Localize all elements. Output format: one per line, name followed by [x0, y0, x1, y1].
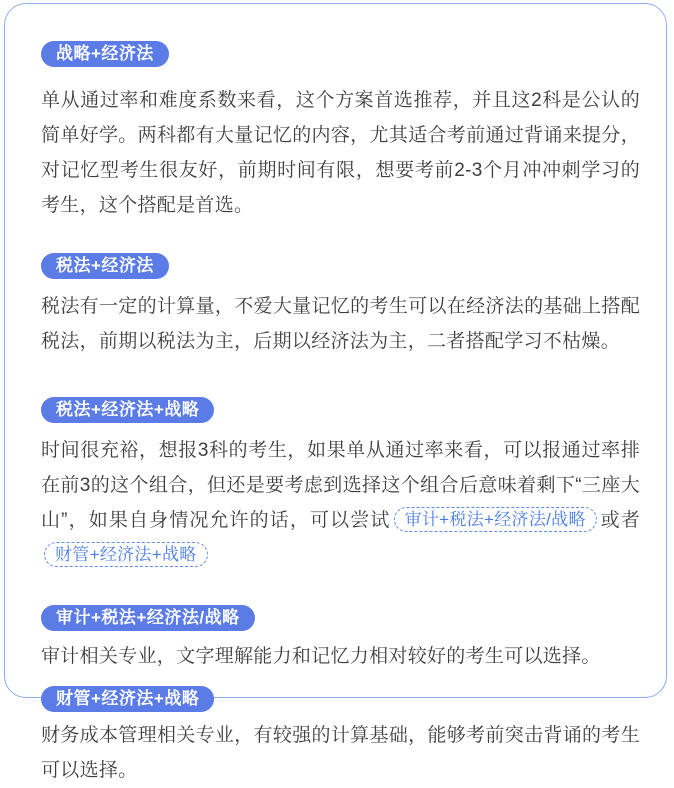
combo-description-taxlaw-econlaw-strategy: [41, 433, 640, 573]
combo-description-finmgmt-econlaw-strategy: 财务成本管理相关专业，有较强的计算基础，能够考前突击背诵的考生可以选择。: [41, 725, 640, 781]
combo-badge-finmgmt-econlaw-strategy: 财管+经济法+战略: [41, 686, 214, 712]
combo-badge-taxlaw-econlaw-strategy: 税法+经济法+战略: [41, 397, 214, 423]
combo-badge-taxlaw-econlaw: 税法+经济法: [41, 253, 169, 279]
combo-description-audit-taxlaw-econlaw-strategy: 审计相关专业，文字理解能力和记忆力相对较好的考生可以选择。: [41, 646, 601, 667]
section-taxlaw-econlaw-strategy: [41, 397, 640, 573]
section-strategy-econlaw: [41, 41, 640, 223]
article-card: [4, 3, 667, 781]
combo-badge-strategy-econlaw: 战略+经济法: [41, 41, 169, 67]
combo-chip-audit-tax-econlaw-strategy: 审计+税法+经济法/战略: [394, 507, 597, 532]
connector-text: 或者: [599, 510, 640, 531]
section-taxlaw-econlaw: [41, 253, 640, 359]
combo-chip-finmgmt-econlaw-strategy: 财管+经济法+战略: [44, 542, 208, 567]
description-text: 时间很充裕，想报3科的考生，如果单从通过率来看，可以报通过率排在前3的这个组合，但还是要考虑到选择这个组合后意味着剩下“三座大山”，如果自身情况允许的话，可以尝试: [41, 440, 640, 531]
section-finmgmt-econlaw-strategy: [41, 686, 640, 788]
combo-description-taxlaw-econlaw: 税法有一定的计算量，不爱大量记忆的考生可以在经济法的基础上搭配税法，前期以税法为主，后期以经济法为主，二者搭配学习不枯燥。: [41, 296, 640, 352]
combo-badge-audit-taxlaw-econlaw-strategy: 审计+税法+经济法/战略: [41, 605, 255, 631]
section-audit-taxlaw-econlaw-strategy: [41, 605, 640, 674]
combo-description-strategy-econlaw: 单从通过率和难度系数来看，这个方案首选推荐，并且这2科是公认的简单好学。两科都有大量记忆的内容，尤其适合考前通过背诵来提分，对记忆型考生很友好，前期时间有限，想要考前2-3个月冲冲刺学习的考生，这个搭配是首选。: [41, 90, 640, 216]
